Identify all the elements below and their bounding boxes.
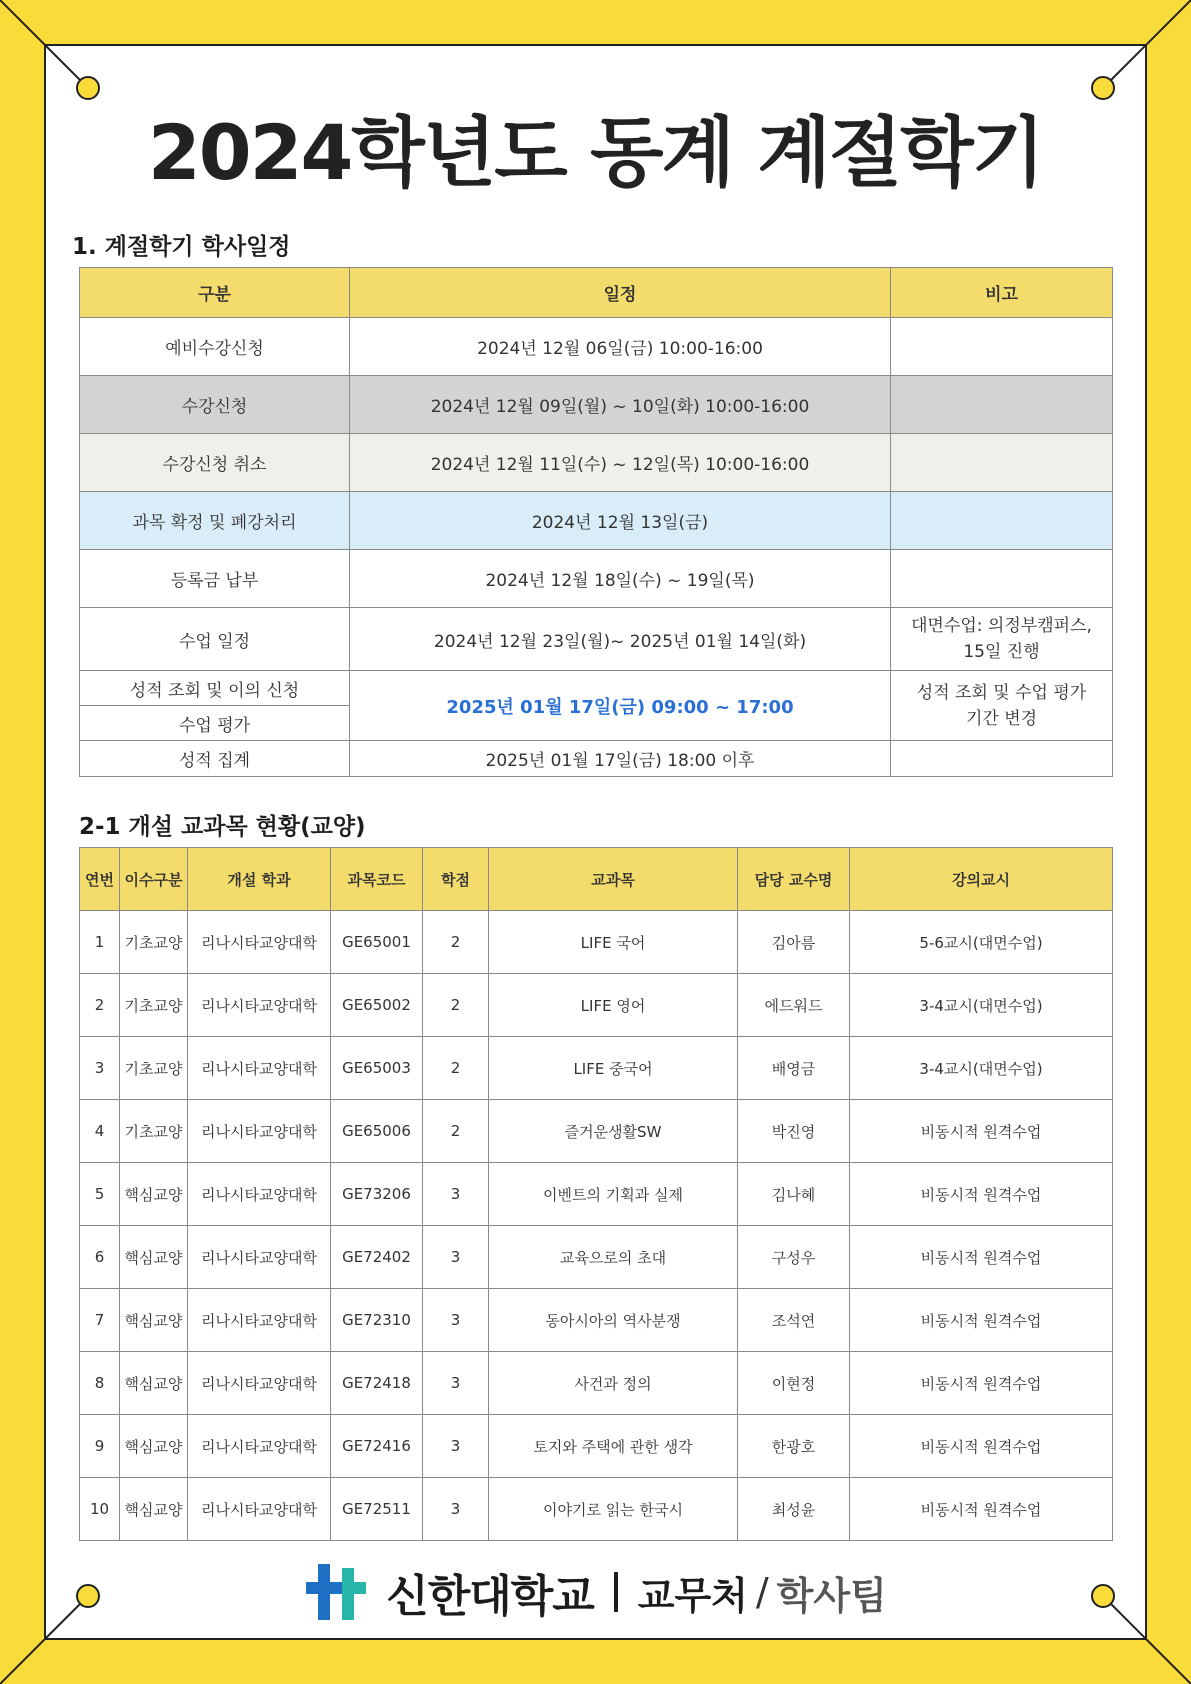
period-cell: 3-4교시(대면수업) <box>850 1037 1113 1100</box>
professor-cell: 김나혜 <box>738 1163 850 1226</box>
header-credit: 학점 <box>423 848 489 911</box>
type-cell: 기초교양 <box>120 911 188 974</box>
header-category: 구분 <box>80 268 350 318</box>
code-cell: GE65002 <box>331 974 423 1037</box>
type-cell: 기초교양 <box>120 1100 188 1163</box>
category-cell: 수강신청 <box>80 376 350 434</box>
type-cell: 핵심교양 <box>120 1415 188 1478</box>
code-cell: GE72310 <box>331 1289 423 1352</box>
schedule-table <box>79 267 1113 777</box>
credit-cell: 2 <box>423 974 489 1037</box>
credit-cell: 3 <box>423 1478 489 1541</box>
period-cell: 비동시적 원격수업 <box>850 1100 1113 1163</box>
category-cell: 수업 평가 <box>80 706 350 741</box>
header-department: 개설 학과 <box>188 848 331 911</box>
course-cell: 토지와 주택에 관한 생각 <box>489 1415 738 1478</box>
table-row <box>80 1352 1113 1415</box>
header-course: 교과목 <box>489 848 738 911</box>
table-row <box>80 318 1113 376</box>
table-row <box>80 1037 1113 1100</box>
course-cell: 이야기로 읽는 한국시 <box>489 1478 738 1541</box>
professor-cell: 한광호 <box>738 1415 850 1478</box>
table-row <box>80 376 1113 434</box>
no-cell: 3 <box>80 1037 120 1100</box>
table-row <box>80 974 1113 1037</box>
note-cell <box>891 671 1113 741</box>
credit-cell: 2 <box>423 1037 489 1100</box>
type-cell: 핵심교양 <box>120 1478 188 1541</box>
credit-cell: 3 <box>423 1352 489 1415</box>
course-cell: LIFE 영어 <box>489 974 738 1037</box>
code-cell: GE73206 <box>331 1163 423 1226</box>
period-cell: 비동시적 원격수업 <box>850 1415 1113 1478</box>
type-cell: 핵심교양 <box>120 1226 188 1289</box>
slash: / <box>755 1570 769 1614</box>
table-row <box>80 741 1113 777</box>
no-cell: 6 <box>80 1226 120 1289</box>
schedule-cell: 2024년 12월 13일(금) <box>350 492 891 550</box>
period-cell: 비동시적 원격수업 <box>850 1289 1113 1352</box>
table-row <box>80 492 1113 550</box>
header-code: 과목코드 <box>331 848 423 911</box>
table-row <box>80 434 1113 492</box>
table-row <box>80 1100 1113 1163</box>
department-cell: 리나시타교양대학 <box>188 911 331 974</box>
professor-cell: 조석연 <box>738 1289 850 1352</box>
no-cell: 8 <box>80 1352 120 1415</box>
note-line: 15일 진행 <box>963 642 1040 662</box>
professor-cell: 배영금 <box>738 1037 850 1100</box>
department-cell: 리나시타교양대학 <box>188 1352 331 1415</box>
university-logo-icon <box>304 1562 368 1622</box>
note-cell <box>891 741 1113 777</box>
course-cell: LIFE 국어 <box>489 911 738 974</box>
category-cell: 수강신청 취소 <box>80 434 350 492</box>
section2-heading: 2-1 개설 교과목 현황(교양) <box>79 814 366 840</box>
credit-cell: 2 <box>423 1100 489 1163</box>
header-professor: 담당 교수명 <box>738 848 850 911</box>
course-cell: 동아시아의 역사분쟁 <box>489 1289 738 1352</box>
credit-cell: 3 <box>423 1163 489 1226</box>
professor-cell: 김아름 <box>738 911 850 974</box>
code-cell: GE72402 <box>331 1226 423 1289</box>
table-row <box>80 911 1113 974</box>
schedule-cell-highlight: 2025년 01월 17일(금) 09:00 ~ 17:00 <box>350 671 891 741</box>
period-cell: 비동시적 원격수업 <box>850 1163 1113 1226</box>
note-line: 성적 조회 및 수업 평가 <box>916 682 1087 703</box>
header-note: 비고 <box>891 268 1113 318</box>
page-title: 2024학년도 동계 계절학기 <box>147 108 1044 197</box>
professor-cell: 이현정 <box>738 1352 850 1415</box>
department-cell: 리나시타교양대학 <box>188 1289 331 1352</box>
department-cell: 리나시타교양대학 <box>188 1478 331 1541</box>
credit-cell: 2 <box>423 911 489 974</box>
schedule-cell: 2024년 12월 23일(월)~ 2025년 01월 14일(화) <box>350 608 891 671</box>
divider <box>614 1572 618 1612</box>
period-cell: 5-6교시(대면수업) <box>850 911 1113 974</box>
note-cell <box>891 608 1113 671</box>
table-row <box>80 1415 1113 1478</box>
header-schedule: 일정 <box>350 268 891 318</box>
table-row <box>80 550 1113 608</box>
schedule-cell: 2024년 12월 09일(월) ~ 10일(화) 10:00-16:00 <box>350 376 891 434</box>
type-cell: 핵심교양 <box>120 1163 188 1226</box>
no-cell: 5 <box>80 1163 120 1226</box>
note-cell <box>891 434 1113 492</box>
period-cell: 비동시적 원격수업 <box>850 1478 1113 1541</box>
note-line: 대면수업: 의정부캠퍼스, <box>911 616 1092 636</box>
credit-cell: 3 <box>423 1289 489 1352</box>
type-cell: 기초교양 <box>120 974 188 1037</box>
code-cell: GE65006 <box>331 1100 423 1163</box>
category-cell: 등록금 납부 <box>80 550 350 608</box>
table-row <box>80 1226 1113 1289</box>
credit-cell: 3 <box>423 1226 489 1289</box>
course-cell: LIFE 중국어 <box>489 1037 738 1100</box>
department-cell: 리나시타교양대학 <box>188 1100 331 1163</box>
period-cell: 비동시적 원격수업 <box>850 1352 1113 1415</box>
type-cell: 핵심교양 <box>120 1352 188 1415</box>
department-cell: 리나시타교양대학 <box>188 974 331 1037</box>
schedule-cell: 2024년 12월 06일(금) 10:00-16:00 <box>350 318 891 376</box>
code-cell: GE65001 <box>331 911 423 974</box>
table-row <box>80 1163 1113 1226</box>
no-cell: 4 <box>80 1100 120 1163</box>
course-cell: 교육으로의 초대 <box>489 1226 738 1289</box>
team-name: 학사팀 <box>776 1573 887 1618</box>
courses-table <box>79 847 1113 1541</box>
no-cell: 2 <box>80 974 120 1037</box>
category-cell: 과목 확정 및 폐강처리 <box>80 492 350 550</box>
note-line: 기간 변경 <box>965 708 1038 729</box>
table-row <box>80 608 1113 671</box>
footer <box>0 1560 1191 1624</box>
header-no: 연번 <box>80 848 120 911</box>
professor-cell: 최성윤 <box>738 1478 850 1541</box>
header-type: 이수구분 <box>120 848 188 911</box>
note-cell <box>891 376 1113 434</box>
table-header-row <box>80 268 1113 318</box>
category-cell: 성적 조회 및 이의 신청 <box>80 671 350 706</box>
schedule-cell: 2024년 12월 11일(수) ~ 12일(목) 10:00-16:00 <box>350 434 891 492</box>
category-cell: 수업 일정 <box>80 608 350 671</box>
note-cell <box>891 550 1113 608</box>
no-cell: 9 <box>80 1415 120 1478</box>
code-cell: GE72418 <box>331 1352 423 1415</box>
table-row <box>80 671 1113 706</box>
code-cell: GE72511 <box>331 1478 423 1541</box>
department-cell: 리나시타교양대학 <box>188 1037 331 1100</box>
code-cell: GE65003 <box>331 1037 423 1100</box>
university-name: 신한대학교 <box>386 1571 594 1622</box>
office-name: 교무처 <box>637 1573 748 1618</box>
no-cell: 10 <box>80 1478 120 1541</box>
category-cell: 성적 집계 <box>80 741 350 777</box>
department-cell: 리나시타교양대학 <box>188 1163 331 1226</box>
type-cell: 기초교양 <box>120 1037 188 1100</box>
note-cell <box>891 318 1113 376</box>
professor-cell: 구성우 <box>738 1226 850 1289</box>
professor-cell: 박진영 <box>738 1100 850 1163</box>
category-cell: 예비수강신청 <box>80 318 350 376</box>
schedule-cell: 2024년 12월 18일(수) ~ 19일(목) <box>350 550 891 608</box>
professor-cell: 에드워드 <box>738 974 850 1037</box>
period-cell: 비동시적 원격수업 <box>850 1226 1113 1289</box>
section1-heading: 1. 계절학기 학사일정 <box>72 234 291 260</box>
header-period: 강의교시 <box>850 848 1113 911</box>
department-cell: 리나시타교양대학 <box>188 1415 331 1478</box>
no-cell: 7 <box>80 1289 120 1352</box>
course-cell: 사건과 정의 <box>489 1352 738 1415</box>
code-cell: GE72416 <box>331 1415 423 1478</box>
course-cell: 즐거운생활SW <box>489 1100 738 1163</box>
table-row <box>80 1478 1113 1541</box>
department-cell: 리나시타교양대학 <box>188 1226 331 1289</box>
period-cell: 3-4교시(대면수업) <box>850 974 1113 1037</box>
note-cell <box>891 492 1113 550</box>
credit-cell: 3 <box>423 1415 489 1478</box>
schedule-cell: 2025년 01월 17일(금) 18:00 이후 <box>350 741 891 777</box>
table-row <box>80 1289 1113 1352</box>
type-cell: 핵심교양 <box>120 1289 188 1352</box>
course-cell: 이벤트의 기획과 실제 <box>489 1163 738 1226</box>
no-cell: 1 <box>80 911 120 974</box>
table-header-row <box>80 848 1113 911</box>
